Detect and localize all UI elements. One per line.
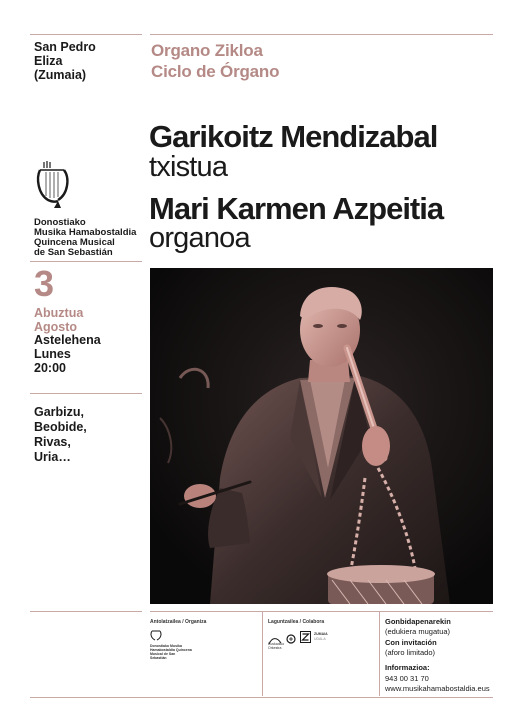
event-when [34,333,101,375]
info-website-link[interactable]: www.musikahamabostaldia.eus [385,684,490,693]
organizer-line1: Donostiako [34,217,86,228]
organizer-line2: Musika Hamabostaldia [34,227,137,238]
composer-1: Garbizu, [34,405,85,419]
top-rule-left [30,34,142,35]
composer-3: Rivas, [34,435,71,449]
composer-4: Uria… [34,450,71,464]
event-time: 20:00 [34,361,66,375]
footer-divider-2 [379,612,380,696]
sponsor-a-text: Euskadiko Orkestra [268,642,285,650]
organizer-name [34,218,136,258]
bottom-rule [30,697,493,698]
performer-1-instrument: txistua [149,151,228,183]
free-entry-spanish: Con invitación [385,638,437,647]
event-day: 3 [34,263,55,304]
weekday-basque: Astelehena [34,333,101,347]
footer-organizer-logo-icon [150,628,162,642]
footer-divider-1 [262,612,263,696]
venue [34,40,96,82]
footer-organizer-logo-text: Donostiako Musika Hamabostaldia Quincena Musical de San Sebastián [150,644,192,660]
performer-photo [150,268,493,604]
month-spanish: Agosto [34,320,78,334]
organizer-line3: Quincena Musical [34,237,115,248]
footer-rule-right [150,611,493,612]
composers [34,405,87,465]
top-rule-right [150,34,493,35]
cycle-title-basque: Organo Zikloa [151,41,263,60]
festival-logo-icon [34,160,78,214]
weekday-spanish: Lunes [34,347,71,361]
venue-line1: San Pedro [34,40,96,54]
cycle-title [151,40,279,82]
info-label: Informazioa: [385,663,430,672]
event-month [34,306,83,334]
sponsor-b-text: ZUMAIA [314,632,328,636]
free-entry-basque: Gonbidapenarekin [385,617,451,626]
performer-1-name: Garikoitz Mendizabal [149,119,438,154]
cycle-title-spanish: Ciclo de Órgano [151,62,280,81]
footer-rule-left [30,611,142,612]
composer-2: Beobide, [34,420,87,434]
free-entry-basque-note: (edukiera mugatua) [385,627,451,636]
info-phone: 943 00 31 70 [385,674,429,683]
performer-2-instrument: organoa [149,222,250,254]
footer-organizer-label: Antolatzailea / Organiza [150,619,207,625]
venue-line3: (Zumaia) [34,68,87,82]
free-entry-spanish-note: (aforo limitado) [385,648,436,657]
zumaia-logo-icon [300,630,311,642]
composers-rule [30,393,142,394]
footer-sponsors-label: Laguntzailea / Colabora [268,619,325,625]
venue-line2: Eliza [34,54,63,68]
performer-2-name: Mari Karmen Azpeitia [149,191,444,226]
organizer-line4: de San Sebastián [34,247,113,258]
sponsor-round-logo-icon [286,631,296,641]
sponsor-a-logo-icon [268,632,282,642]
month-basque: Abuztua [34,306,84,320]
sponsor-b-subtext: UDALA [314,637,326,641]
date-rule [30,261,142,262]
